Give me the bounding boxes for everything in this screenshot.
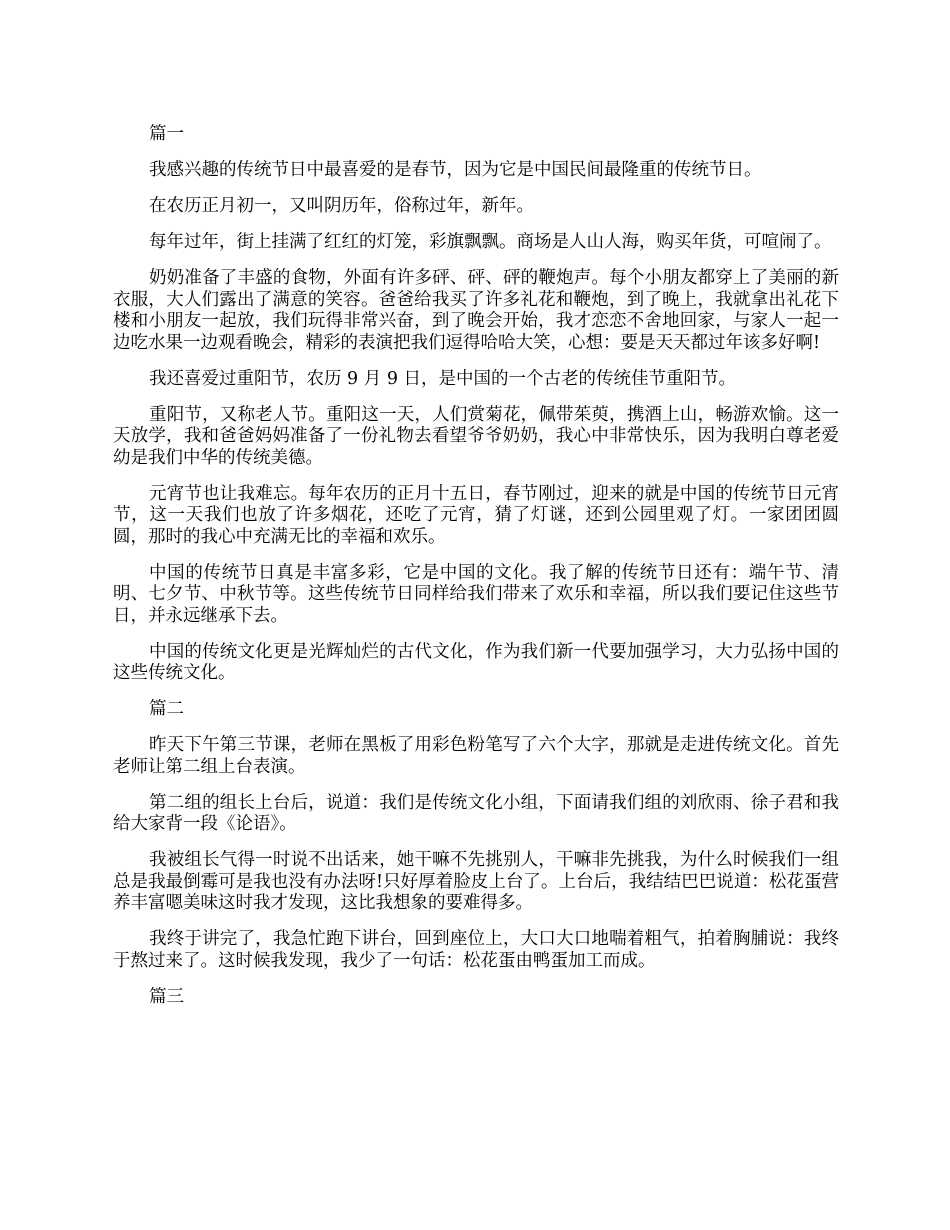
paragraph: 中国的传统文化更是光辉灿烂的古代文化，作为我们新一代要加强学习，大力弘扬中国的这些传统文化。 (113, 641, 839, 683)
paragraph: 中国的传统节日真是丰富多彩，它是中国的文化。我了解的传统节日还有：端午节、清明、七夕节、中秋节等。这些传统节日同样给我们带来了欢乐和幸福，所以我们要记住这些节日，并永远继承下去。 (113, 562, 839, 626)
section-heading: 篇二 (149, 699, 184, 719)
paragraph: 元宵节也让我难忘。每年农历的正月十五日，春节刚过，迎来的就是中国的传统节日元宵节，这一天我们也放了许多烟花，还吃了元宵，猜了灯谜，还到公园里观了灯。一家团团圆圆，那时的我心中充满无比的幸福和欢乐。 (113, 483, 839, 547)
document-body (113, 124, 839, 1023)
paragraph: 我终于讲完了，我急忙跑下讲台，回到座位上，大口大口地喘着粗气，拍着胸脯说：我终于熬过来了。这时候我发现，我少了一句话：松花蛋由鸭蛋加工而成。 (113, 929, 839, 971)
section-heading: 篇一 (149, 124, 184, 144)
paragraph: 我还喜爱过重阳节，农历 9 月 9 日，是中国的一个古老的传统佳节重阳节。 (149, 368, 737, 389)
paragraph: 奶奶准备了丰盛的食物，外面有许多砰、砰、砰的鞭炮声。每个小朋友都穿上了美丽的新衣服，大人们露出了满意的笑容。爸爸给我买了许多礼花和鞭炮，到了晚上，我就拿出礼花下楼和小朋友一起放，我们玩得非常兴奋，到了晚会开始，我才恋恋不舍地回家，与家人一起一边吃水果一边观看晚会，精彩的表演把我们逗得哈哈大笑，心想：要是天天都过年该多好啊! (113, 268, 839, 353)
section-1 (113, 124, 839, 685)
paragraph: 第二组的组长上台后，说道：我们是传统文化小组，下面请我们组的刘欣雨、徐子君和我给大家背一段《论语》。 (113, 792, 839, 834)
section-3 (113, 987, 839, 1009)
paragraph: 我被组长气得一时说不出话来，她干嘛不先挑别人，干嘛非先挑我，为什么时候我们一组总是我最倒霉可是我也没有办法呀!只好厚着脸皮上台了。上台后，我结结巴巴说道：松花蛋营养丰富嗯美味这时我才发现，这比我想象的要难得多。 (113, 850, 839, 913)
section-2 (113, 699, 839, 972)
section-heading: 篇三 (149, 986, 184, 1007)
paragraph: 重阳节，又称老人节。重阳这一天，人们赏菊花，佩带茱萸，携酒上山，畅游欢愉。这一天放学，我和爸爸妈妈准备了一份礼物去看望爷爷奶奶，我心中非常快乐，因为我明白尊老爱幼是我们中华的传统美德。 (113, 404, 839, 468)
paragraph: 每年过年，街上挂满了红红的灯笼，彩旗飘飘。商场是人山人海，购买年货，可喧闹了。 (149, 232, 832, 252)
paragraph: 在农历正月初一，又叫阴历年，俗称过年，新年。 (149, 196, 534, 216)
paragraph: 我感兴趣的传统节日中最喜爱的是春节，因为它是中国民间最隆重的传统节日。 (149, 160, 762, 180)
paragraph: 昨天下午第三节课，老师在黑板了用彩色粉笔写了六个大字，那就是走进传统文化。首先老师让第二组上台表演。 (113, 735, 839, 777)
